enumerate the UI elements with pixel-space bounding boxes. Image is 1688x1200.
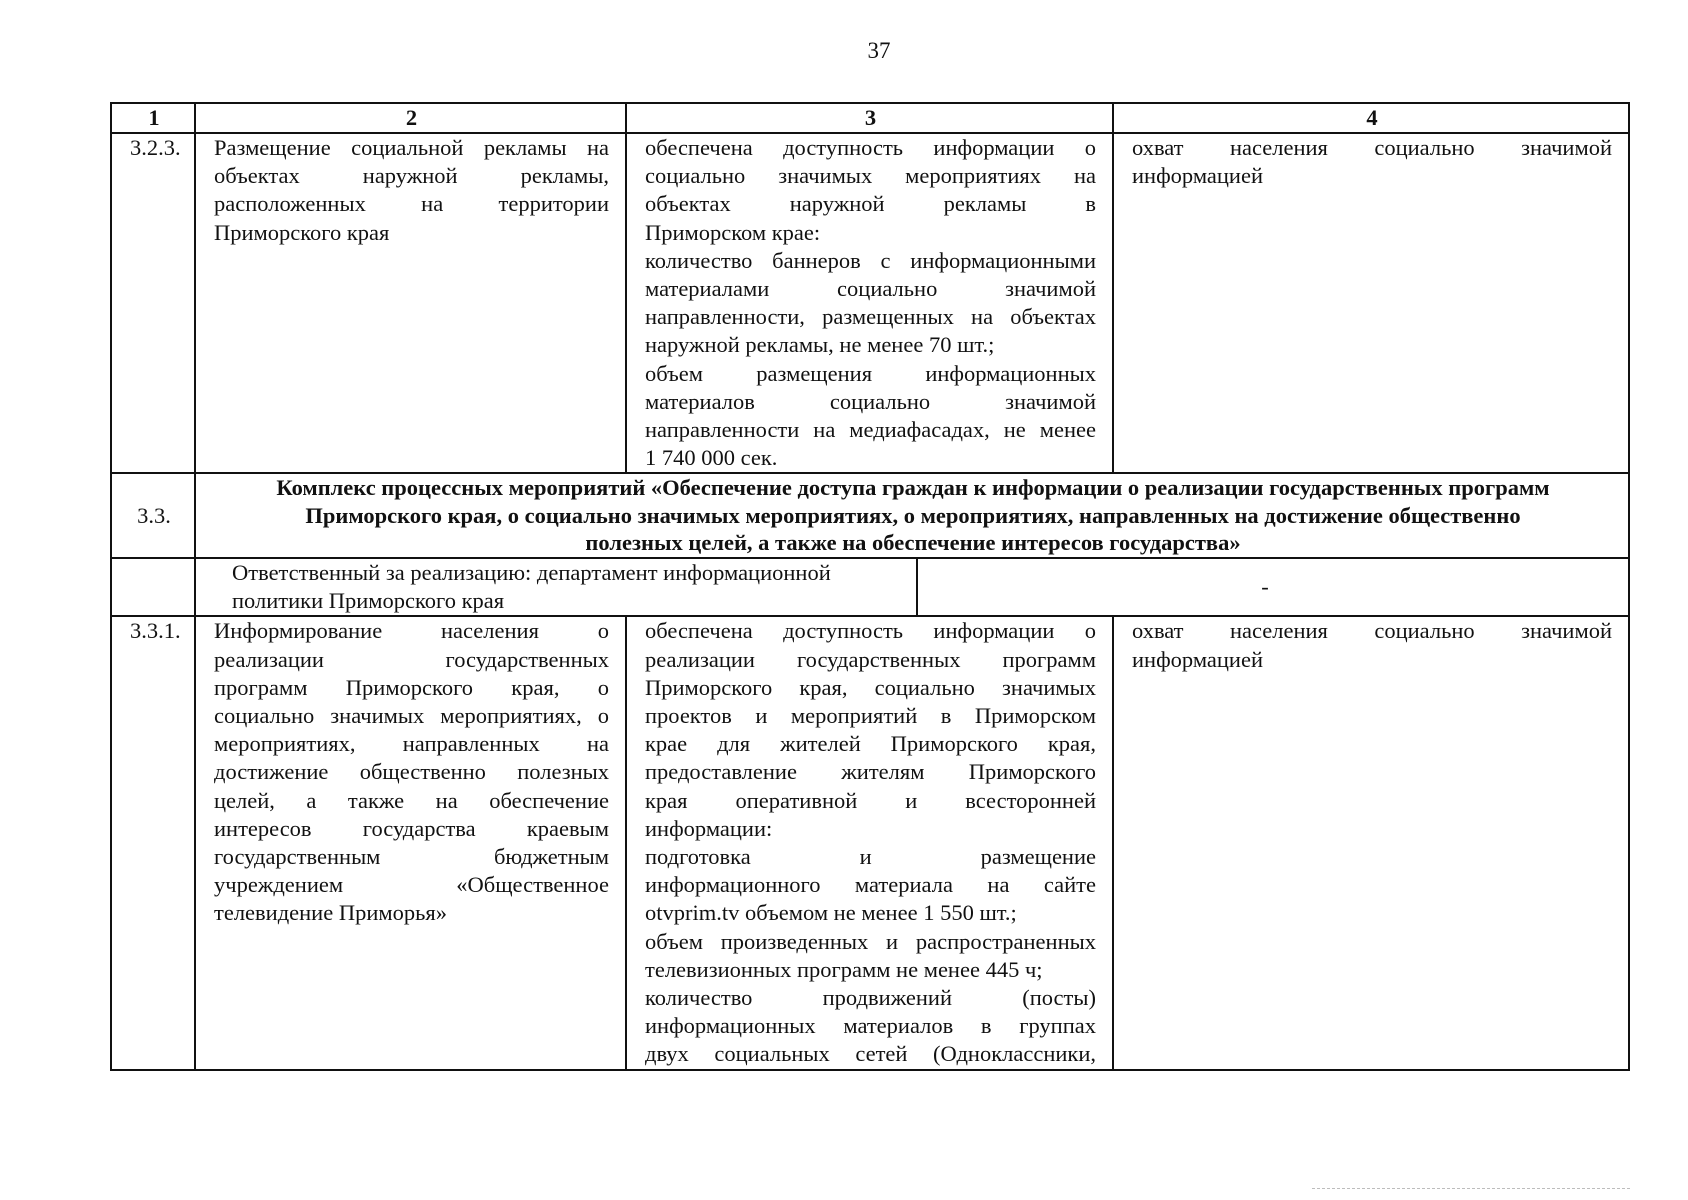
responsible-value: -	[1261, 573, 1269, 599]
text-line: охват населения социально значимой	[1132, 135, 1612, 160]
measure-result-3-2-3	[626, 133, 1113, 473]
table-row-3-3-1	[111, 616, 1629, 1069]
text-line: программ Приморского края, о	[214, 674, 609, 700]
page-number: 37	[867, 38, 891, 63]
text-line: информации:	[645, 815, 773, 841]
column-header-1: 1	[111, 103, 195, 133]
text-line: социально значимых мероприятиях на	[645, 163, 1096, 189]
text-line: реализации государственных	[214, 646, 609, 672]
text-line: информационных материалов в группах	[645, 1013, 1096, 1039]
section-title-3-3	[195, 473, 1629, 558]
text-line: направленности, размещенных на объектах	[645, 304, 1096, 330]
text-line: обеспечена доступность информации о	[645, 135, 1096, 160]
text-line: Размещение социальной рекламы на	[214, 135, 609, 160]
text-line: охват населения социально значимой	[1132, 618, 1612, 644]
measure-link-3-2-3	[1113, 133, 1629, 473]
measure-result-3-3-1	[626, 616, 1113, 1069]
text-line: подготовка и размещение	[645, 843, 1096, 869]
text-line: количество баннеров с информационными	[645, 247, 1096, 273]
section-title-line: Приморского края, о социально значимых мероприятиях, о мероприятиях, направленных на достижение общественно	[305, 502, 1521, 528]
text-line: учреждением «Общественное	[214, 872, 609, 898]
text-line: материалами социально значимой	[645, 276, 1096, 302]
measure-name-3-3-1	[195, 616, 626, 1069]
column-header-2: 2	[195, 103, 626, 133]
text-line: информационного материала на сайте	[645, 872, 1096, 898]
text-line: Информирование населения о	[214, 618, 609, 644]
text-line: Ответственный за реализацию: департамент информационной	[232, 559, 831, 585]
section-title-line: полезных целей, а также на обеспечение интересов государства»	[585, 530, 1241, 556]
row-number-3-2-3: 3.2.3.	[111, 133, 195, 473]
table-header-row	[111, 103, 1629, 133]
text-line: реализации государственных программ	[645, 646, 1096, 672]
text-line: государственным бюджетным	[214, 843, 609, 869]
text-line: социально значимых мероприятиях, о	[214, 702, 609, 728]
measure-name-3-2-3	[195, 133, 626, 473]
scan-artifact-line	[1312, 1188, 1630, 1189]
text-line: информацией	[1132, 646, 1264, 672]
responsible-cell	[195, 558, 1629, 616]
text-line: расположенных на территории	[214, 191, 609, 217]
text-line: предоставление жителям Приморского	[645, 759, 1096, 785]
text-line: объем размещения информационных	[645, 360, 1096, 386]
measure-link-3-3-1	[1113, 616, 1629, 1069]
text-line: информацией	[1132, 163, 1264, 189]
responsible-label	[214, 559, 918, 615]
table-row-3-2-3	[111, 133, 1629, 473]
section-number-3-3: 3.3.	[111, 473, 195, 558]
text-line: крае для жителей Приморского края,	[645, 731, 1096, 757]
section-row-3-3	[111, 473, 1629, 558]
text-line: края оперативной и всесторонней	[645, 787, 1096, 813]
text-line: otvprim.tv объемом не менее 1 550 шт.;	[645, 900, 1017, 926]
column-header-4: 4	[1113, 103, 1629, 133]
text-line: материалов социально значимой	[645, 388, 1096, 414]
section-title-line: Комплекс процессных мероприятий «Обеспечение доступа граждан к информации о реализации государственных программ	[276, 475, 1550, 501]
text-line: обеспечена доступность информации о	[645, 618, 1096, 644]
text-line: достижение общественно полезных	[214, 759, 609, 785]
text-line: Приморском крае:	[645, 219, 821, 245]
text-line: наружной рекламы, не менее 70 шт.;	[645, 332, 995, 358]
text-line: количество продвижений (посты)	[645, 984, 1096, 1010]
text-line: 1 740 000 сек.	[645, 445, 778, 471]
text-line: объектах наружной рекламы в	[645, 191, 1096, 217]
text-line: Приморского края	[214, 219, 390, 245]
text-line: телевизионных программ не менее 445 ч;	[645, 956, 1043, 982]
text-line: мероприятиях, направленных на	[214, 731, 609, 757]
row-number-3-3-1: 3.3.1.	[111, 616, 195, 1069]
text-line: целей, а также на обеспечение	[214, 787, 609, 813]
responsible-row	[111, 558, 1629, 616]
text-line: политики Приморского края	[232, 588, 505, 614]
text-line: направленности на медиафасадах, не менее	[645, 417, 1096, 443]
text-line: двух социальных сетей (Одноклассники,	[645, 1041, 1096, 1067]
text-line: интересов государства краевым	[214, 815, 609, 841]
program-table	[110, 102, 1630, 1071]
text-line: объем произведенных и распространенных	[645, 928, 1096, 954]
column-header-3: 3	[626, 103, 1113, 133]
responsible-empty-cell	[111, 558, 195, 616]
text-line: проектов и мероприятий в Приморском	[645, 702, 1096, 728]
text-line: Приморского края, социально значимых	[645, 674, 1096, 700]
text-line: телевидение Приморья»	[214, 900, 447, 926]
text-line: объектах наружной рекламы,	[214, 163, 609, 189]
